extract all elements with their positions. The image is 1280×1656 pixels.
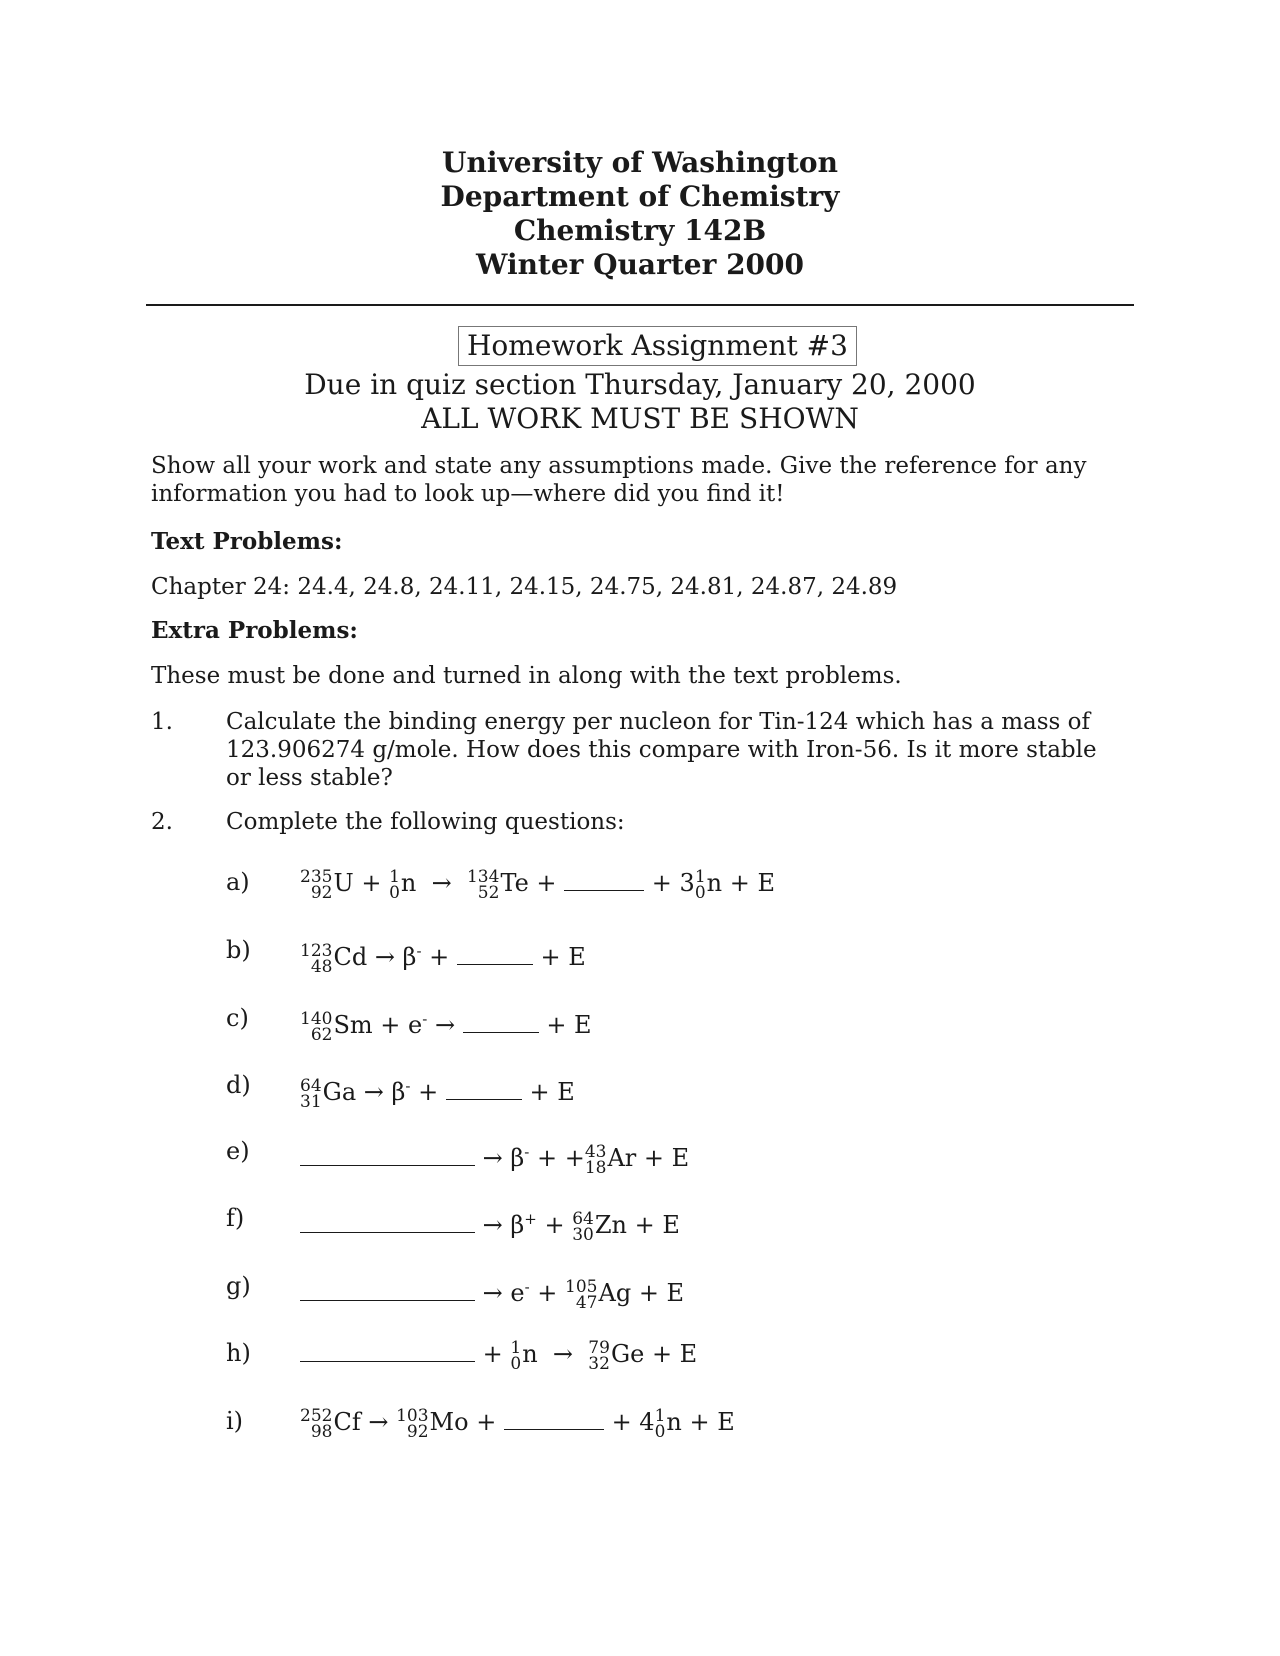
nuclide-numbers: 140 62 (300, 1008, 333, 1045)
nuclide-numbers: 134 52 (466, 866, 500, 903)
chapter-problems: Chapter 24: 24.4, 24.8, 24.11, 24.15, 24.75, 24.81, 24.87, 24.89 (151, 574, 898, 600)
reaction-label: a) (226, 868, 250, 896)
header-divider (146, 304, 1134, 306)
work-notice: ALL WORK MUST BE SHOWN (421, 402, 859, 435)
reaction-label: e) (226, 1137, 250, 1165)
nuclide-numbers: 105 47 (565, 1276, 598, 1313)
answer-blank[interactable] (300, 1361, 475, 1362)
reaction-equation: 64 31 Ga → β- + + E (300, 1075, 575, 1112)
reaction-b (0, 926, 1280, 976)
reaction-equation: 235 92 U + 1 0 n → 134 52 Te + + 3 1 0 n + E (300, 866, 775, 903)
nuclide-numbers: 1 0 (510, 1337, 522, 1374)
university-name: University of Washington (442, 146, 838, 179)
assignment-title: Homework Assignment #3 (458, 326, 857, 366)
answer-blank[interactable] (463, 1032, 539, 1033)
nuclide-numbers: 43 18 (584, 1141, 607, 1178)
due-block (0, 368, 1280, 436)
reaction-label: h) (226, 1339, 251, 1367)
nuclide-numbers: 64 31 (300, 1075, 322, 1112)
reaction-label: g) (226, 1272, 251, 1300)
problem-number: 2. (151, 809, 173, 835)
reaction-a (0, 858, 1280, 908)
term-name: Winter Quarter 2000 (475, 248, 804, 281)
reaction-label: f) (226, 1204, 245, 1232)
reaction-c (0, 994, 1280, 1044)
reaction-e (0, 1127, 1280, 1177)
text-problems-heading: Text Problems: (151, 528, 343, 555)
reaction-label: c) (226, 1004, 249, 1032)
reaction-label: i) (226, 1407, 244, 1435)
problem-2 (151, 808, 1131, 838)
reaction-f (0, 1194, 1280, 1244)
problem-1 (151, 708, 1131, 792)
reaction-equation: 252 98 Cf → 103 92 Mo + + 4 1 0 n + E (300, 1405, 735, 1442)
due-date: Due in quiz section Thursday, January 20, 2000 (304, 368, 976, 401)
nuclide-numbers: 64 30 (572, 1208, 594, 1245)
course-name: Chemistry 142B (513, 214, 767, 247)
problem-number: 1. (151, 709, 173, 735)
problem-text: Complete the following questions: (226, 809, 625, 835)
answer-blank[interactable] (300, 1300, 475, 1301)
answer-blank[interactable] (300, 1232, 475, 1233)
reaction-i (0, 1397, 1280, 1447)
reaction-equation: → β- + + 43 18 Ar + E (300, 1127, 689, 1177)
nuclide-numbers: 103 92 (396, 1405, 429, 1442)
reaction-label: b) (226, 936, 251, 964)
instructions: Show all your work and state any assumptions made. Give the reference for any information you had to look up—where did you find it! (151, 453, 1087, 507)
reaction-equation: + 1 0 n → 79 32 Ge + E (300, 1329, 697, 1379)
department-name: Department of Chemistry (440, 180, 840, 213)
nuclide-numbers: 252 98 (300, 1405, 333, 1442)
reaction-equation: 140 62 Sm + e- → + E (300, 1008, 592, 1045)
answer-blank[interactable] (564, 890, 644, 891)
nuclide-numbers: 1 0 (654, 1405, 666, 1442)
reaction-g (0, 1262, 1280, 1312)
course-header (0, 146, 1280, 282)
nuclide-numbers: 1 0 (389, 866, 400, 903)
answer-blank[interactable] (504, 1429, 604, 1430)
answer-blank[interactable] (457, 964, 533, 965)
reaction-equation: → β+ + 64 30 Zn + E (300, 1194, 680, 1244)
extra-problems-heading: Extra Problems: (151, 617, 358, 644)
reaction-d (0, 1061, 1280, 1111)
nuclide-numbers: 1 0 (694, 866, 706, 903)
nuclide-numbers: 79 32 (588, 1337, 610, 1374)
answer-blank[interactable] (446, 1099, 522, 1100)
problem-text: Calculate the binding energy per nucleon for Tin-124 which has a mass of 123.906274 g/mole. How does this compare with Iron-56. Is it more stable or less stable? (226, 709, 1097, 791)
reaction-equation: → e- + 105 47 Ag + E (300, 1262, 684, 1312)
extra-problems-note: These must be done and turned in along with the text problems. (151, 663, 902, 689)
reaction-label: d) (226, 1071, 251, 1099)
nuclide-numbers: 235 92 (300, 866, 333, 903)
answer-blank[interactable] (300, 1165, 475, 1166)
nuclide-numbers: 123 48 (300, 940, 333, 977)
reaction-h (0, 1329, 1280, 1379)
reaction-equation: 123 48 Cd → β- + + E (300, 940, 586, 977)
